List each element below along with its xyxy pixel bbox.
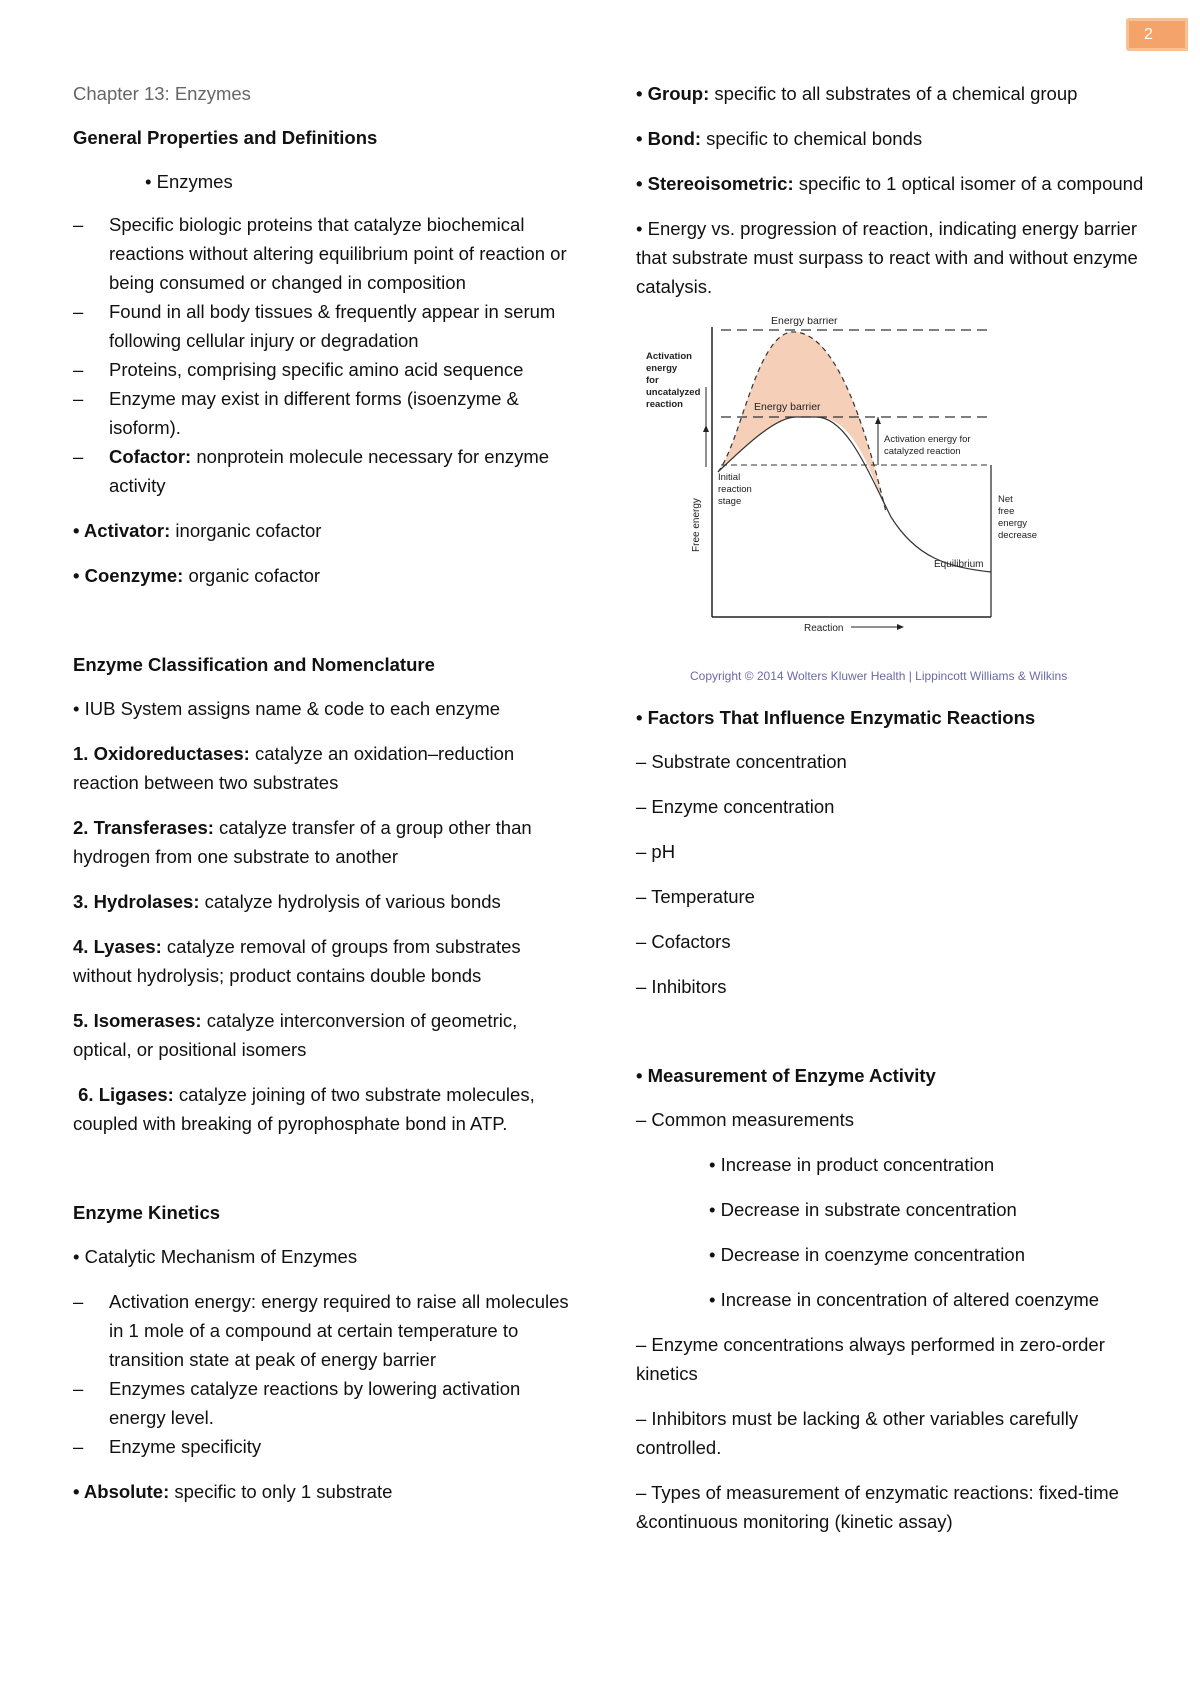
measure-item: • Decrease in coenzyme concentration: [709, 1244, 1025, 1265]
iub-line: • IUB System assigns name & code to each enzyme: [73, 698, 501, 719]
definition: catalyze hydrolysis of various bonds: [199, 891, 501, 912]
heading-classification: Enzyme Classification and Nomenclature: [73, 654, 435, 675]
label-net-energy-decrease: Net free energy decrease: [998, 494, 1038, 541]
definition: nonprotein molecule necessary for enzyme activity: [109, 446, 550, 496]
measure-item: • Increase in product concentration: [709, 1154, 995, 1175]
definition: specific to chemical bonds: [701, 128, 923, 149]
term: 6. Ligases:: [73, 1084, 174, 1105]
factor-item: – Inhibitors: [636, 976, 727, 997]
factor-item: – Enzyme concentration: [636, 796, 835, 817]
coenzyme-line: [73, 561, 573, 590]
term: • Stereoisometric:: [636, 173, 794, 194]
definition: catalyze removal of groups from substrates without hydrolysis; product contains double bonds: [73, 936, 521, 986]
definition: specific to only 1 substrate: [169, 1481, 393, 1502]
factor-item: – Temperature: [636, 886, 755, 907]
inhibitors-line: – Inhibitors must be lacking & other variables carefully controlled.: [636, 1408, 1079, 1458]
measure-item: • Decrease in substrate concentration: [709, 1199, 1017, 1220]
label-equilibrium: Equilibrium: [934, 559, 984, 570]
term: • Absolute:: [73, 1481, 170, 1502]
heading-general-properties: General Properties and Definitions: [73, 127, 378, 148]
energy-diagram-figure: [646, 317, 1086, 697]
definition: organic cofactor: [183, 565, 321, 586]
label-y-axis: Free energy: [691, 498, 702, 552]
arrow-head: [703, 425, 709, 432]
right-column: [636, 79, 1156, 1552]
measure-item: • Increase in concentration of altered coenzyme: [709, 1289, 1100, 1310]
definition: specific to 1 optical isomer of a compound: [793, 173, 1144, 194]
catalytic-line: • Catalytic Mechanism of Enzymes: [73, 1246, 358, 1267]
arrow-head: [897, 624, 904, 630]
heading-factors: • Factors That Influence Enzymatic Reactions: [636, 707, 1036, 728]
left-column: [73, 79, 573, 1522]
label-activation-catalyzed: Activation energy for catalyzed reaction: [884, 434, 971, 457]
label-initial-stage: Initial reaction stage: [718, 472, 752, 507]
term: 5. Isomerases:: [73, 1010, 202, 1031]
common-measurements: – Common measurements: [636, 1109, 854, 1130]
list-item: – Activation energy: energy required to raise all molecules in 1 mole of a compound at certain temperature to transition state at peak of energy barrier: [73, 1287, 573, 1374]
stereo-line: [636, 169, 1156, 198]
list-item: – Found in all body tissues & frequently appear in serum following cellular injury or degradation: [73, 297, 573, 355]
factor-item: – Cofactors: [636, 931, 731, 952]
chapter-title: Chapter 13: Enzymes: [73, 83, 251, 104]
factor-item: – pH: [636, 841, 676, 862]
label-energy-barrier-top: Energy barrier: [771, 317, 838, 327]
list-item: – Enzyme may exist in different forms (isoenzyme & isoform).: [73, 384, 573, 442]
class-item: [73, 739, 573, 797]
spacer: [636, 1017, 1156, 1061]
term: • Activator:: [73, 520, 171, 541]
general-definitions-list: [73, 210, 573, 500]
figure-copyright: Copyright © 2014 Wolters Kluwer Health | Lippincott Williams & Wilkins: [690, 669, 1068, 683]
kinetics-list: [73, 1287, 573, 1461]
label-activation-uncatalyzed: Activation energy for uncatalyzed reaction: [646, 351, 701, 410]
definition: inorganic cofactor: [170, 520, 322, 541]
label-x-axis: Reaction: [804, 623, 844, 634]
term: • Group:: [636, 83, 710, 104]
definition: catalyze transfer of a group other than hydrogen from one substrate to another: [73, 817, 532, 867]
class-item: [73, 1080, 573, 1138]
term: • Coenzyme:: [73, 565, 184, 586]
label-energy-barrier-mid: Energy barrier: [754, 401, 821, 413]
definition: catalyze interconversion of geometric, optical, or positional isomers: [73, 1010, 518, 1060]
term: • Bond:: [636, 128, 702, 149]
absolute-line: [73, 1477, 573, 1506]
heading-kinetics: Enzyme Kinetics: [73, 1202, 221, 1223]
class-item: [73, 932, 573, 990]
class-item: [73, 887, 573, 916]
bond-line: [636, 124, 1156, 153]
page-number-badge: 2: [1126, 18, 1188, 51]
class-item: [73, 813, 573, 871]
list-item-cofactor: [73, 442, 573, 500]
term: Cofactor:: [109, 446, 192, 467]
list-item: – Enzyme specificity: [73, 1432, 573, 1461]
definition: specific to all substrates of a chemical group: [709, 83, 1078, 104]
group-line: [636, 79, 1156, 108]
enzymes-bullet: • Enzymes: [145, 171, 233, 192]
list-item: – Enzymes catalyze reactions by lowering activation energy level.: [73, 1374, 573, 1432]
term: 3. Hydrolases:: [73, 891, 200, 912]
arrow-head: [875, 417, 881, 424]
energy-paragraph: • Energy vs. progression of reaction, indicating energy barrier that substrate must surpass to react with and without enzyme catalysis.: [636, 218, 1138, 297]
factor-item: – Substrate concentration: [636, 751, 847, 772]
term: 1. Oxidoreductases:: [73, 743, 250, 764]
definition: catalyze joining of two substrate molecules, coupled with breaking of pyrophosphate bond in ATP.: [73, 1084, 540, 1134]
energy-diagram: [646, 317, 1086, 667]
heading-measurement: • Measurement of Enzyme Activity: [636, 1065, 936, 1086]
activator-line: [73, 516, 573, 545]
list-item: – Proteins, comprising specific amino acid sequence: [73, 355, 573, 384]
list-item: – Specific biologic proteins that catalyze biochemical reactions without altering equilibrium point of reaction or being consumed or changed in composition: [73, 210, 573, 297]
term: 2. Transferases:: [73, 817, 214, 838]
term: 4. Lyases:: [73, 936, 162, 957]
class-item: [73, 1006, 573, 1064]
spacer: [73, 606, 573, 650]
definition: catalyze an oxidation–reduction reaction between two substrates: [73, 743, 515, 793]
zero-order-line: – Enzyme concentrations always performed in zero-order kinetics: [636, 1334, 1105, 1384]
types-line: – Types of measurement of enzymatic reactions: fixed-time &continuous monitoring (kinetic assay): [636, 1482, 1119, 1532]
spacer: [73, 1154, 573, 1198]
